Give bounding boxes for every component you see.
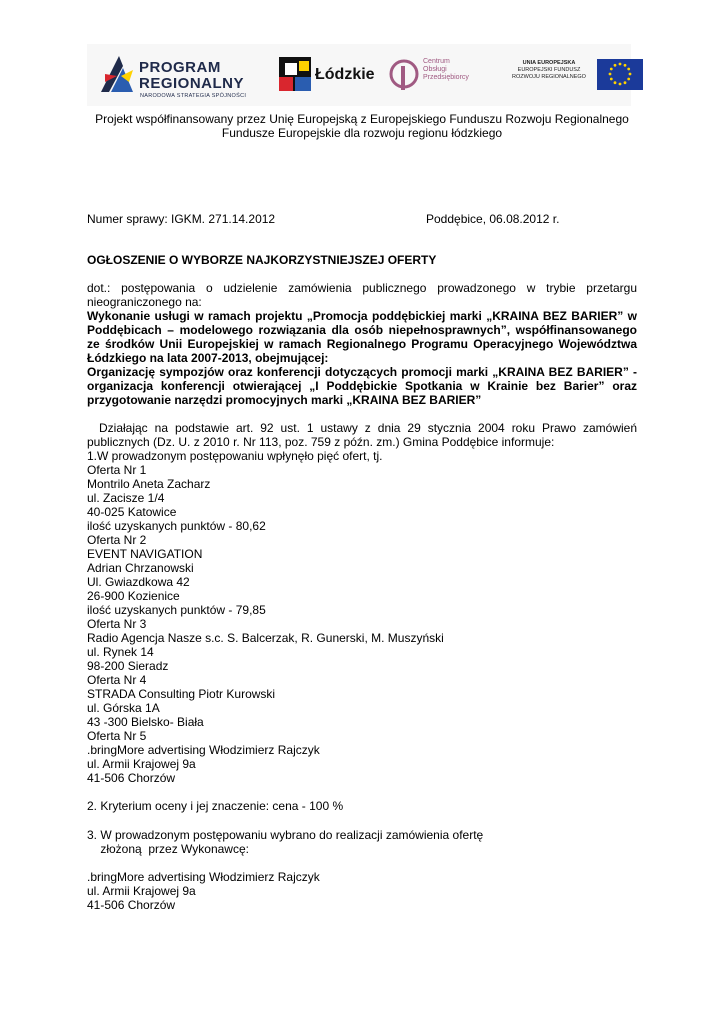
lodzkie-logo <box>279 44 379 106</box>
subject-line-7: przygotowanie narzędzi promocyjnych marki „KRAINA BEZ BARIER” <box>87 393 482 407</box>
eu-line-1: UNIA EUROPEJSKA <box>522 60 576 66</box>
list-item: Oferta Nr 4 <box>87 673 147 687</box>
program-regionalny-emblem-icon <box>99 52 137 98</box>
program-regionalny-logo <box>87 44 267 106</box>
logo-band <box>87 44 631 106</box>
case-number: Numer sprawy: IGKM. 271.14.2012 <box>87 212 276 226</box>
list-item: 26-900 Kozienice <box>87 589 180 603</box>
cop-emblem-icon <box>389 58 419 92</box>
eu-flag-icon <box>597 59 643 90</box>
eu-logo <box>493 44 627 106</box>
centrum-obslugi-logo <box>389 44 499 106</box>
subject-line-2: Poddębicach – modelowego rozwiązania dla osób niepełnosprawnych”, współfinansowanego <box>87 323 637 337</box>
dot-line-2: nieograniczonego na: <box>87 295 202 309</box>
list-item: Ul. Gwiazdkowa 42 <box>87 575 190 589</box>
subject-line-5: Organizację sympozjów oraz konferencji dotyczących promocji marki „KRAINA BEZ BARIER” - <box>87 365 637 379</box>
program-subtitle: NARODOWA STRATEGIA SPÓJNOŚCI <box>140 93 247 99</box>
regionalny-text: REGIONALNY <box>139 75 245 92</box>
point-1: 1.W prowadzonym postępowaniu wpłynęło pięć ofert, tj. <box>87 449 383 463</box>
list-item: EVENT NAVIGATION <box>87 547 203 561</box>
cop-line-2: Obsługi <box>423 66 447 73</box>
winner-line: .bringMore advertising Włodzimierz Rajczyk <box>87 870 320 884</box>
winner-line: ul. Armii Krajowej 9a <box>87 884 196 898</box>
point-3-line-2: złożoną przez Wykonawcę: <box>87 842 249 856</box>
list-item: ilość uzyskanych punktów - 79,85 <box>87 603 266 617</box>
list-item: Montrilo Aneta Zacharz <box>87 477 211 491</box>
place-date: Poddębice, 06.08.2012 r. <box>426 212 560 226</box>
header-line-2: Fundusze Europejskie dla rozwoju regionu łódzkiego <box>221 126 503 140</box>
list-item: Oferta Nr 2 <box>87 533 147 547</box>
legal-basis-line-2: publicznych (Dz. U. z 2010 r. Nr 113, poz. 759 z późn. zm.) Gmina Poddębice informuje: <box>87 435 555 449</box>
list-item: Radio Agencja Nasze s.c. S. Balcerzak, R. Gunerski, M. Muszyński <box>87 631 444 645</box>
program-text: PROGRAM <box>139 59 221 76</box>
legal-basis-line-1: Działając na podstawie art. 92 ust. 1 ustawy z dnia 29 stycznia 2004 roku Prawo zamówień <box>99 421 637 435</box>
list-item: STRADA Consulting Piotr Kurowski <box>87 687 276 701</box>
lodzkie-text: Łódzkie <box>315 66 375 83</box>
lodzkie-emblem-icon <box>279 57 311 91</box>
list-item: .bringMore advertising Włodzimierz Rajczyk <box>87 743 320 757</box>
list-item: 98-200 Sieradz <box>87 659 169 673</box>
subject-line-6: organizacja konferencji otwierającej „I Poddębickie Spotkania w Krainie bez Barier” oraz <box>87 379 637 393</box>
list-item: Oferta Nr 3 <box>87 617 147 631</box>
list-item: Oferta Nr 1 <box>87 463 147 477</box>
subject-line-3: ze środków Unii Europejskiej w ramach Regionalnego Programu Operacyjnego Województwa <box>87 337 637 351</box>
subject-line-4: Łódzkiego na lata 2007-2013, obejmującej: <box>87 351 329 365</box>
list-item: ilość uzyskanych punktów - 80,62 <box>87 519 266 533</box>
list-item: ul. Rynek 14 <box>87 645 154 659</box>
list-item: 41-506 Chorzów <box>87 771 176 785</box>
list-item: ul. Armii Krajowej 9a <box>87 757 196 771</box>
list-item: ul. Zacisze 1/4 <box>87 491 165 505</box>
winner-line: 41-506 Chorzów <box>87 898 176 912</box>
eu-line-3: ROZWOJU REGIONALNEGO <box>512 74 586 80</box>
dot-line-1: dot.: postępowania o udzielenie zamówienia publicznego prowadzonego w trybie przetargu <box>87 281 637 295</box>
point-3-line-1: 3. W prowadzonym postępowaniu wybrano do realizacji zamówienia ofertę <box>87 828 484 842</box>
list-item: Oferta Nr 5 <box>87 729 147 743</box>
list-item: 40-025 Katowice <box>87 505 177 519</box>
cop-line-1: Centrum <box>423 58 450 65</box>
eu-text <box>493 60 605 81</box>
cop-text <box>423 58 469 82</box>
cop-line-3: Przedsiębiorcy <box>423 74 469 81</box>
header-line-1: Projekt współfinansowany przez Unię Europejską z Europejskiego Funduszu Rozwoju Regionalnego <box>95 112 629 126</box>
point-2: 2. Kryterium oceny i jej znaczenie: cena - 100 % <box>87 799 344 813</box>
page-title: OGŁOSZENIE O WYBORZE NAJKORZYSTNIEJSZEJ OFERTY <box>87 253 437 267</box>
eu-line-2: EUROPEJSKI FUNDUSZ <box>517 67 581 73</box>
list-item: ul. Górska 1A <box>87 701 160 715</box>
subject-line-1: Wykonanie usługi w ramach projektu „Promocja poddębickiej marki „KRAINA BEZ BARIER” w <box>87 309 637 323</box>
list-item: 43 -300 Bielsko- Biała <box>87 715 204 729</box>
list-item: Adrian Chrzanowski <box>87 561 194 575</box>
